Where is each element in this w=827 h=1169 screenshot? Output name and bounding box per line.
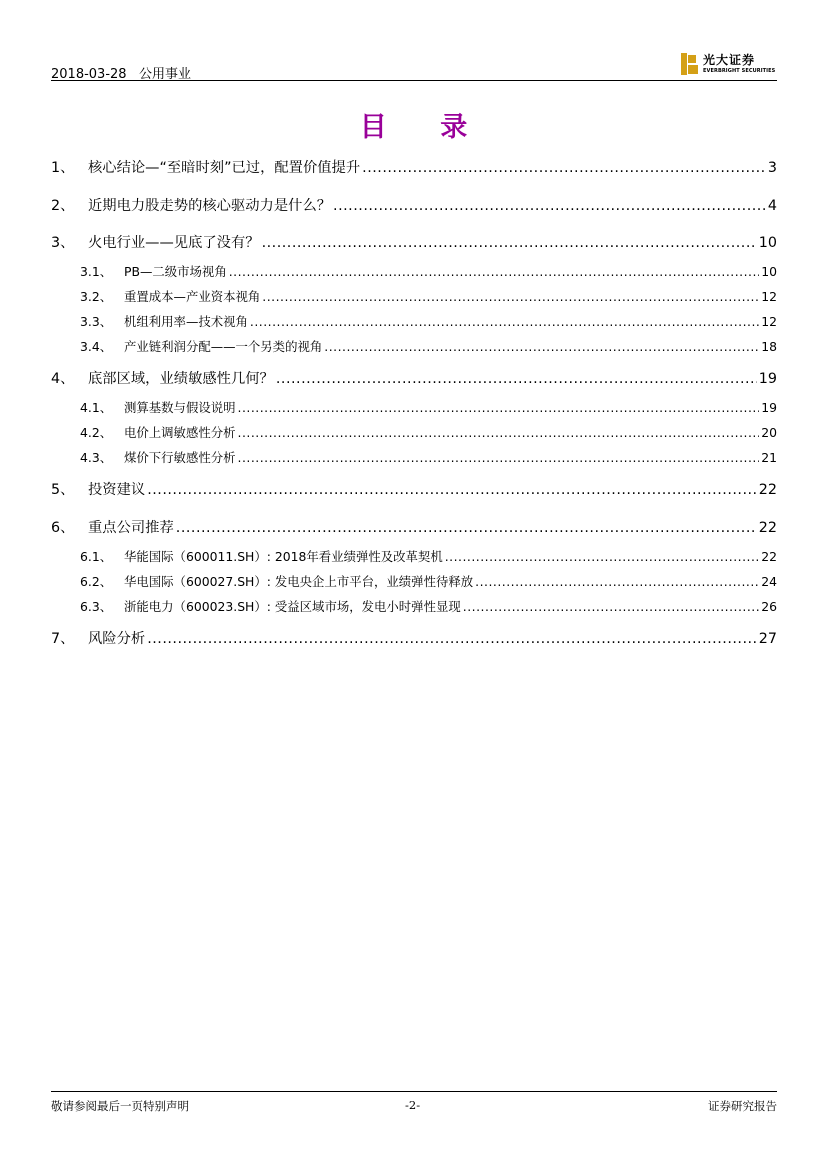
toc-text: PB—二级市场视角 — [124, 264, 227, 279]
toc-text: 煤价下行敏感性分析 — [124, 450, 236, 465]
logo-english-text: EVERBRIGHT SECURITIES — [703, 68, 776, 74]
toc-entry-5[interactable] — [51, 479, 777, 517]
toc-page: 10 — [758, 235, 777, 251]
toc-number: 6.2、 — [80, 573, 113, 589]
toc-entry-4[interactable] — [51, 368, 777, 398]
header-industry: 公用事业 — [138, 67, 191, 82]
toc-page: 10 — [761, 264, 777, 279]
toc-page: 3 — [767, 160, 777, 176]
toc-number: 3.2、 — [80, 289, 113, 304]
toc-page: 22 — [758, 519, 777, 536]
toc-leader — [333, 195, 766, 217]
toc-leader — [463, 597, 759, 617]
toc-page: 22 — [761, 548, 777, 564]
toc-page: 18 — [761, 339, 777, 354]
footer-page-number: -2- — [405, 1098, 421, 1112]
toc-leader — [324, 337, 759, 357]
toc-leader — [238, 423, 760, 443]
toc-page: 20 — [761, 425, 777, 440]
toc-page: 26 — [761, 598, 777, 614]
toc-text: 火电行业——见底了没有？ — [88, 235, 260, 251]
toc-leader — [262, 232, 757, 254]
toc-page: 19 — [761, 400, 777, 415]
toc-entry-6-2[interactable] — [51, 572, 777, 597]
toc-text: 近期电力股走势的核心驱动力是什么？ — [88, 197, 332, 214]
toc-number: 3.3、 — [80, 314, 113, 329]
toc-entry-4-3[interactable] — [51, 448, 777, 479]
toc-text: 投资建议 — [88, 482, 146, 498]
toc-leader — [238, 398, 760, 418]
toc-number: 7、 — [51, 630, 75, 647]
toc-leader — [445, 547, 760, 567]
toc-number: 4.2、 — [80, 425, 113, 440]
toc-page: 21 — [761, 450, 777, 465]
toc-leader — [475, 572, 759, 592]
toc-text: 测算基数与假设说明 — [124, 400, 236, 415]
toc-number: 4.1、 — [80, 400, 113, 415]
toc-text: 核心结论—“至暗时刻”已过，配置价值提升 — [88, 160, 361, 176]
toc-leader — [147, 628, 757, 650]
toc-text: 产业链利润分配——一个另类的视角 — [124, 339, 323, 354]
toc-page: 12 — [761, 314, 777, 329]
header-date-industry — [51, 63, 191, 82]
toc-text: 风险分析 — [88, 630, 146, 647]
toc-entry-6-3[interactable] — [51, 597, 777, 628]
toc-number: 4.3、 — [80, 450, 113, 465]
toc-entry-4-2[interactable] — [51, 423, 777, 448]
toc-entry-1[interactable] — [51, 157, 777, 195]
toc-entry-2[interactable] — [51, 195, 777, 233]
toc-entry-3-4[interactable] — [51, 337, 777, 368]
toc-entry-6-1[interactable] — [51, 547, 777, 572]
toc-number: 2、 — [51, 197, 75, 214]
toc-number: 3.4、 — [80, 339, 113, 354]
toc-text: 电价上调敏感性分析 — [124, 425, 236, 440]
toc-entry-3-2[interactable] — [51, 287, 777, 312]
toc-number: 1、 — [51, 160, 75, 176]
toc-number: 6.3、 — [80, 598, 113, 614]
toc-leader — [262, 287, 759, 307]
toc-leader — [229, 262, 760, 282]
logo-chinese-text: 光大证券 — [703, 53, 756, 67]
toc-leader — [176, 517, 757, 539]
toc-number: 6.1、 — [80, 548, 113, 564]
toc-leader — [276, 368, 757, 390]
toc-entry-6[interactable] — [51, 517, 777, 547]
toc-page: 19 — [758, 371, 777, 387]
toc-leader — [250, 312, 759, 332]
toc-number: 4、 — [51, 371, 75, 387]
toc-page: 27 — [758, 630, 777, 647]
page-header — [51, 53, 777, 82]
toc-text: 华电国际（600027.SH）: 发电央企上市平台，业绩弹性待释放 — [124, 573, 474, 589]
toc-number: 6、 — [51, 519, 75, 536]
toc-page: 24 — [761, 573, 777, 589]
footer-disclaimer: 敬请参阅最后一页特别声明 — [51, 1099, 189, 1113]
table-of-contents — [51, 157, 777, 665]
toc-entry-3[interactable] — [51, 232, 777, 262]
toc-number: 3.1、 — [80, 264, 113, 279]
company-logo — [681, 53, 777, 77]
toc-page: 4 — [767, 197, 777, 214]
toc-text: 浙能电力（600023.SH）: 受益区域市场，发电小时弹性显现 — [124, 598, 461, 614]
toc-page: 12 — [761, 289, 777, 304]
toc-number: 5、 — [51, 482, 75, 498]
toc-entry-3-1[interactable] — [51, 262, 777, 287]
toc-number: 3、 — [51, 235, 75, 251]
toc-leader — [238, 448, 760, 468]
toc-text: 底部区域，业绩敏感性几何？ — [88, 371, 274, 387]
toc-leader — [362, 157, 766, 179]
logo-mark-icon — [681, 53, 699, 75]
toc-text: 重点公司推荐 — [88, 519, 174, 536]
toc-text: 重置成本—产业资本视角 — [124, 289, 261, 304]
toc-leader — [147, 479, 757, 501]
header-date: 2018-03-28 — [51, 67, 127, 82]
toc-text: 华能国际（600011.SH）: 2018年看业绩弹性及改革契机 — [124, 548, 443, 564]
toc-entry-3-3[interactable] — [51, 312, 777, 337]
toc-page: 22 — [758, 482, 777, 498]
page-title: 目 录 — [359, 112, 490, 143]
toc-text: 机组利用率—技术视角 — [124, 314, 248, 329]
toc-entry-4-1[interactable] — [51, 398, 777, 423]
footer-report-type: 证券研究报告 — [708, 1099, 777, 1113]
page-footer — [51, 1091, 777, 1114]
toc-entry-7[interactable] — [51, 628, 777, 666]
